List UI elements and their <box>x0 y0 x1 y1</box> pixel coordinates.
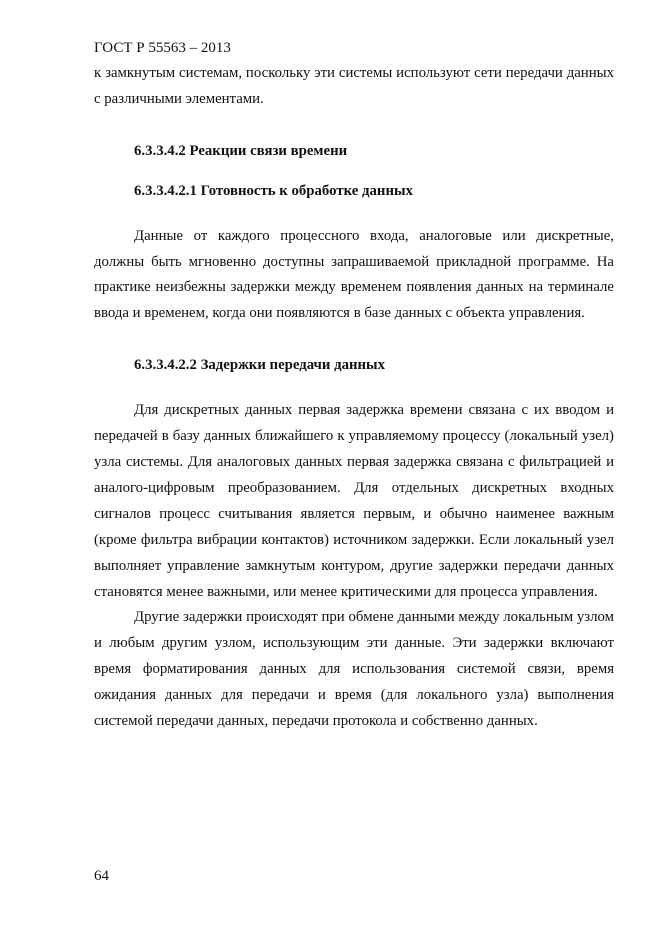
paragraph-transmission-delays-2: Другие задержки происходят при обмене данными между локальным узлом и любым другим узлом, использующим эти данные. Эти задержки включают время форматирования данных для использования системой связи, время ожидания данных для передачи и время (для локального узла) выполнения системой передачи данных, передачи протокола и собственно данных. <box>94 609 614 730</box>
section-heading-6-3-3-4-2: 6.3.3.4.2 Реакции связи времени <box>134 142 348 159</box>
paragraph-continuation: к замкнутым системам, поскольку эти системы используют сети передачи данных с различными элементами. <box>94 65 614 107</box>
spacer <box>94 379 614 398</box>
paragraph-transmission-delays-1: Для дискретных данных первая задержка времени связана с их вводом и передачей в базу данных ближайшего к управляемому процессу (локальный узел) узла системы. Для аналоговых данных первая задержка связана с фильтрацией и аналого-цифровым преобразованием. Для отдельных дискретных входных сигналов процесс считывания является первым, и обычно наименее важным (кроме фильтра вибрации контактов) источником задержки. Если локальный узел выполняет управление замкнутым контуром, другие задержки передачи данных становятся менее важными, или менее критическими для процесса управления. <box>94 402 614 600</box>
paragraph-data-readiness: Данные от каждого процессного входа, аналоговые или дискретные, должны быть мгновенно доступны запрашиваемой прикладной программе. На практике неизбежны задержки между временем появления данных на терминале ввода и временем, когда они появляются в базе данных с объекта управления. <box>94 227 614 322</box>
spacer <box>94 205 614 224</box>
page-number: 64 <box>94 868 109 884</box>
spacer <box>94 113 614 139</box>
document-body <box>94 61 614 735</box>
spacer <box>94 327 614 353</box>
spacer <box>94 165 614 179</box>
section-heading-6-3-3-4-2-1: 6.3.3.4.2.1 Готовность к обработке данных <box>134 182 413 199</box>
section-heading-6-3-3-4-2-2: 6.3.3.4.2.2 Задержки передачи данных <box>134 357 385 374</box>
document-header-standard-id: ГОСТ Р 55563 – 2013 <box>94 40 231 56</box>
